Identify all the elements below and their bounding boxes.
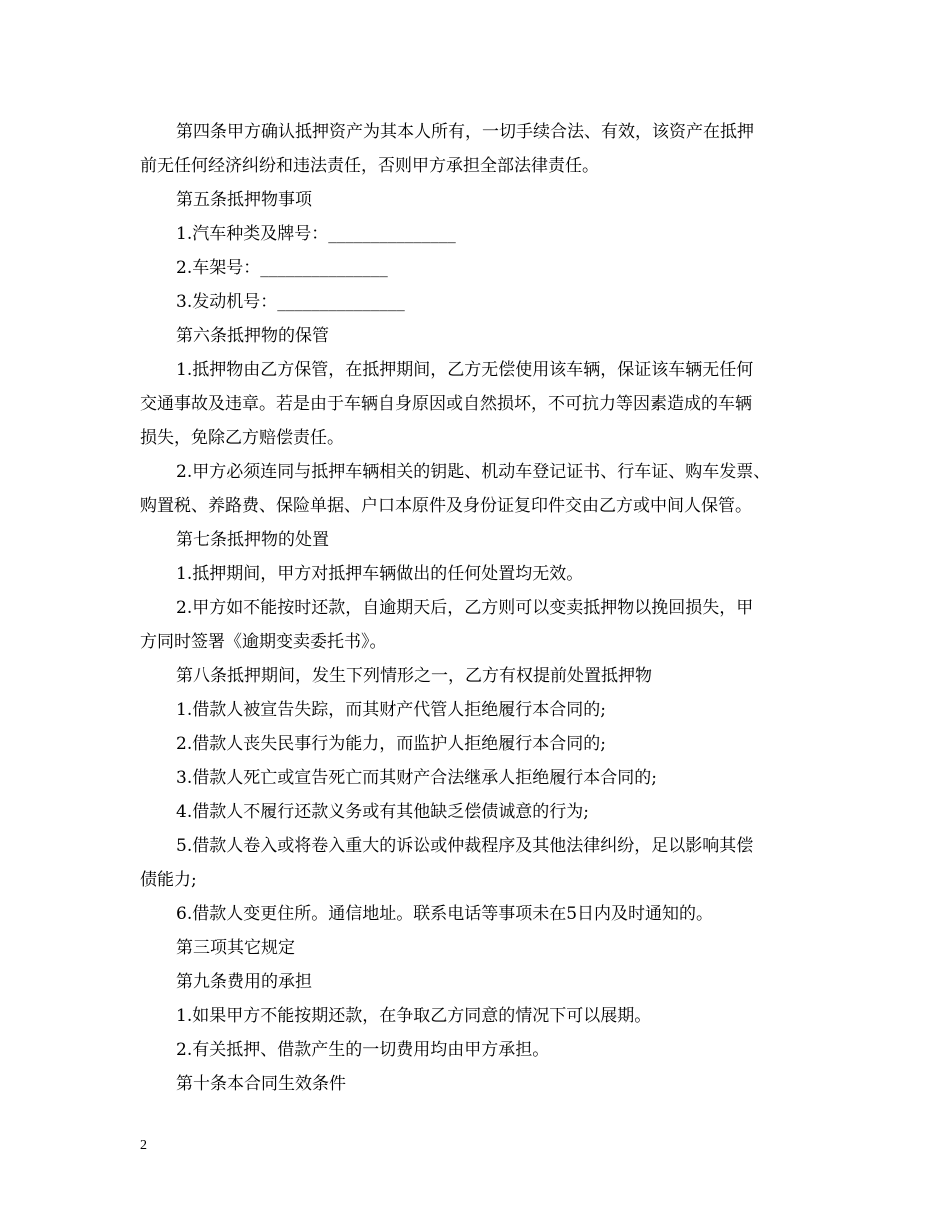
text-line: 第九条费用的承担 [176,972,312,992]
text-line: 交通事故及违章。若是由于车辆自身原因或自然损坏，不可抗力等因素造成的车辆 [140,394,752,414]
text-line: 第八条抵押期间，发生下列情形之一，乙方有权提前处置抵押物 [176,666,652,686]
text-line: 第六条抵押物的保管 [176,326,329,346]
text-line: 1.抵押物由乙方保管，在抵押期间，乙方无偿使用该车辆，保证该车辆无任何 [176,360,754,380]
text-line: 第四条甲方确认抵押资产为其本人所有，一切手续合法、有效，该资产在抵押 [176,122,754,142]
text-line: 2.甲方如不能按时还款，自逾期天后，乙方则可以变卖抵押物以挽回损失，甲 [176,598,754,618]
text-line: 第十条本合同生效条件 [176,1074,346,1094]
text-line: 债能力; [140,870,197,890]
text-line: 1.抵押期间，甲方对抵押车辆做出的任何处置均无效。 [176,564,584,584]
text-line: 2.车架号：_______________ [176,258,388,278]
text-line: 1.借款人被宣告失踪，而其财产代管人拒绝履行本合同的; [176,700,606,720]
text-line: 3.发动机号：_______________ [176,292,405,312]
text-line: 购置税、养路费、保险单据、户口本原件及身份证复印件交由乙方或中间人保管。 [140,496,752,516]
text-line: 4.借款人不履行还款义务或有其他缺乏偿债诚意的行为; [176,802,589,822]
text-line: 5.借款人卷入或将卷入重大的诉讼或仲裁程序及其他法律纠纷，足以影响其偿 [176,836,754,856]
text-line: 1.如果甲方不能按期还款，在争取乙方同意的情况下可以展期。 [176,1006,652,1026]
document-body [140,115,818,1101]
text-line: 前无任何经济纠纷和违法责任，否则甲方承担全部法律责任。 [140,156,599,176]
text-line: 6.借款人变更住所。通信地址。联系电话等事项未在5日内及时通知的。 [176,904,714,924]
page-number: 2 [140,1138,147,1153]
text-line: 损失，免除乙方赔偿责任。 [140,428,344,448]
text-line: 2.借款人丧失民事行为能力，而监护人拒绝履行本合同的; [176,734,606,754]
text-line: 方同时签署《逾期变卖委托书》。 [140,632,387,652]
text-line: 3.借款人死亡或宣告死亡而其财产合法继承人拒绝履行本合同的; [176,768,657,788]
text-line: 第七条抵押物的处置 [176,530,329,550]
text-line: 2.甲方必须连同与抵押车辆相关的钥匙、机动车登记证书、行车证、购车发票、 [176,462,771,482]
text-line: 第五条抵押物事项 [176,190,312,210]
text-line: 第三项其它规定 [176,938,295,958]
text-line: 2.有关抵押、借款产生的一切费用均由甲方承担。 [176,1040,550,1060]
text-line: 1.汽车种类及牌号：_______________ [176,224,456,244]
